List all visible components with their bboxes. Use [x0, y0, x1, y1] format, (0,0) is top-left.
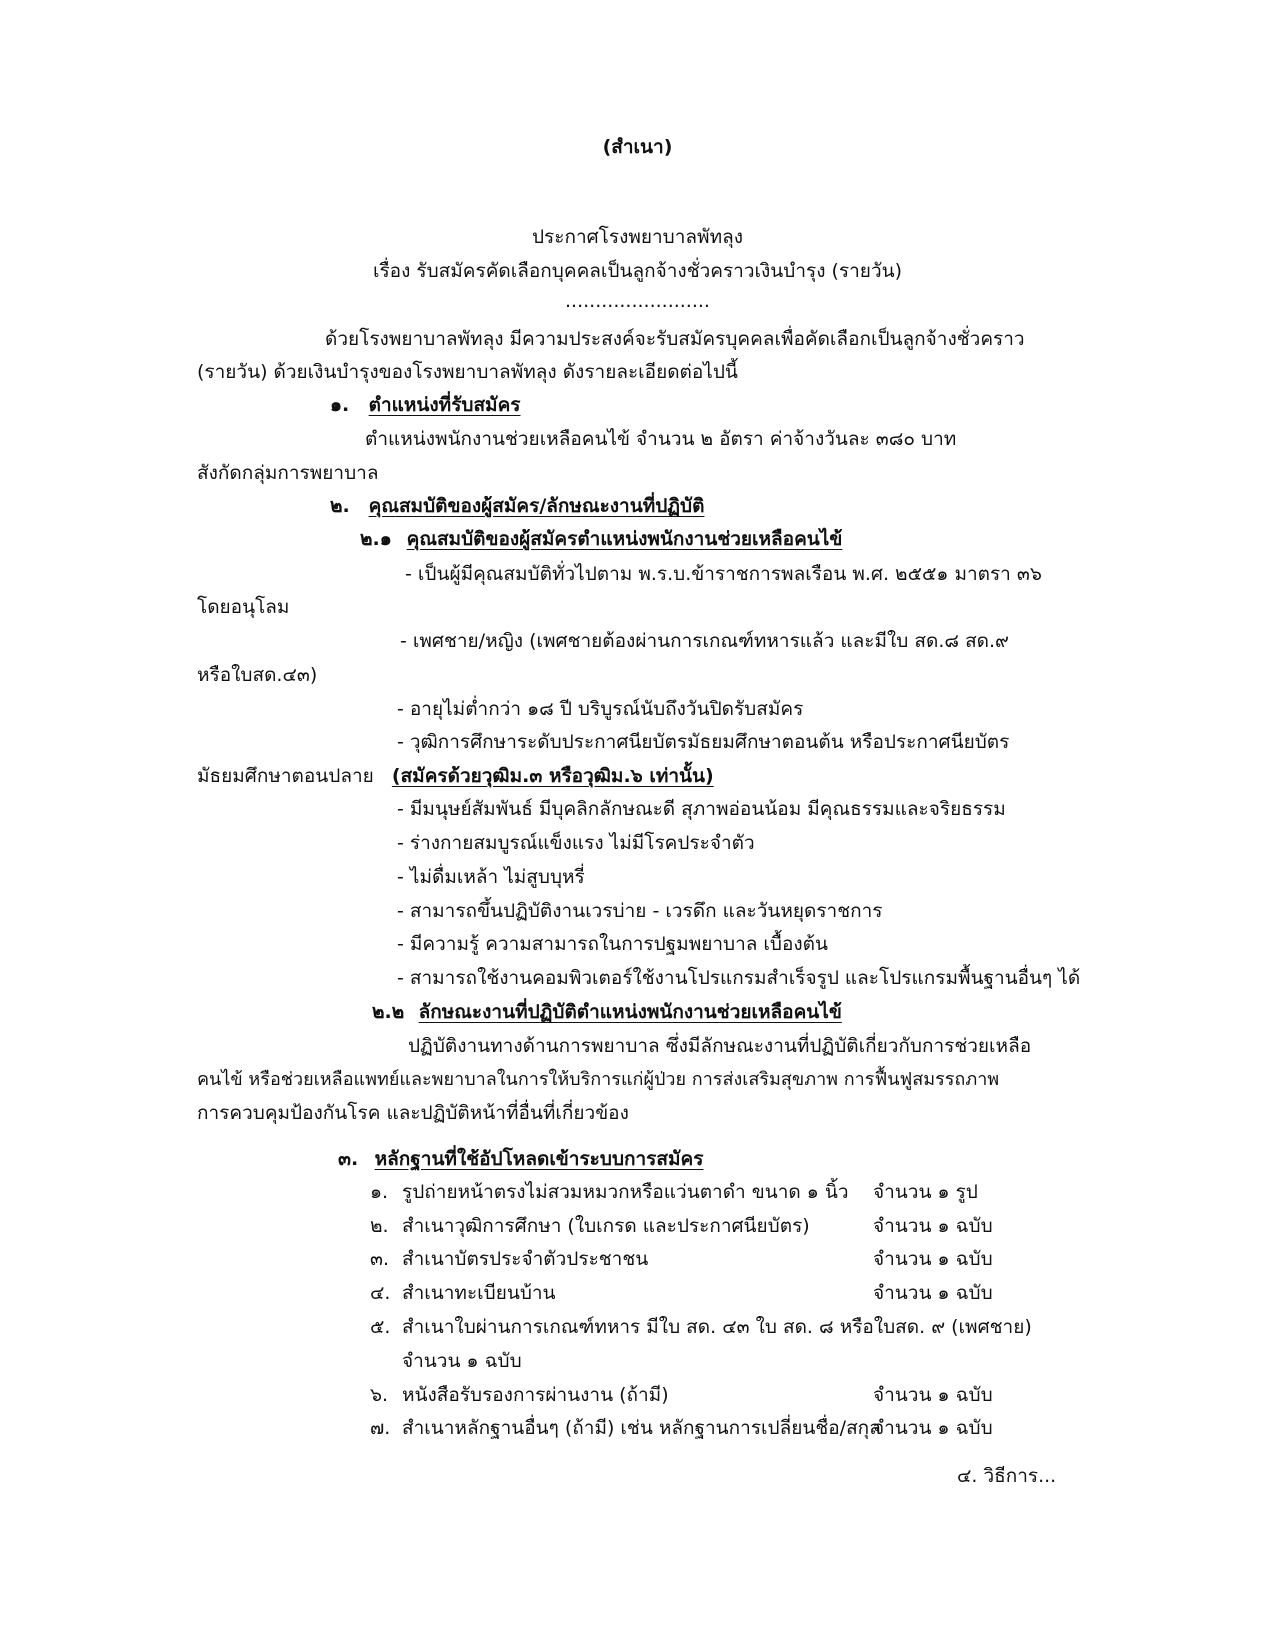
qualification-9: - มีความรู้ ความสามารถในการปฐมพยาบาล เบื้องต้น: [397, 933, 828, 955]
document-item: [370, 1217, 810, 1236]
qualification-1: - เป็นผู้มีคุณสมบัติทั่วไปตาม พ.ร.บ.ข้าราชการพลเรือน พ.ศ. ๒๕๕๑ มาตรา ๓๖: [405, 563, 1042, 585]
section-2-1-number: ๒.๑: [360, 528, 392, 550]
copy-mark: (สำเนา): [602, 136, 673, 158]
duties-line-1: ปฏิบัติงานทางด้านการพยาบาล ซึ่งมีลักษณะงานที่ปฏิบัติเกี่ยวกับการช่วยเหลือ: [408, 1035, 1032, 1057]
qualification-10: - สามารถใช้งานคอมพิวเตอร์ใช้งานโปรแกรมสำเร็จรูป และโปรแกรมพื้นฐานอื่นๆ ได้: [397, 967, 1081, 989]
qualification-4-level: มัธยมศึกษาตอนปลาย: [197, 765, 374, 787]
document-item-text: สำเนาหลักฐานอื่นๆ (ถ้ามี) เช่น หลักฐานการเปลี่ยนชื่อ/สกุล: [402, 1417, 881, 1439]
qualification-7: - ไม่ดื่มเหล้า ไม่สูบบุหรี่: [397, 866, 585, 888]
qualification-3: - อายุไม่ต่ำกว่า ๑๘ ปี บริบูรณ์นับถึงวันปิดรับสมัคร: [397, 698, 804, 720]
intro-line-1: ด้วยโรงพยาบาลพัทลุง มีความประสงค์จะรับสมัครบุคคลเพื่อคัดเลือกเป็นลูกจ้างชั่วคราว: [325, 328, 1025, 350]
document-item-text: สำเนาใบผ่านการเกณฑ์ทหาร มีใบ สด. ๔๓ ใบ สด. ๘ หรือใบสด. ๙ (เพศชาย): [402, 1316, 1032, 1338]
section-3-heading: [338, 1150, 703, 1169]
document-item: [370, 1318, 1032, 1337]
section-2-1-heading: [360, 530, 842, 549]
document-item-number: ๔.: [370, 1282, 391, 1304]
section-1-title: ตำแหน่งที่รับสมัคร: [368, 394, 521, 416]
section-2-2-number: ๒.๒: [372, 1001, 405, 1023]
qualification-4-cont: [197, 767, 714, 786]
qualification-5: - มีมนุษย์สัมพันธ์ มีบุคลิกลักษณะดี สุภาพอ่อนน้อม มีคุณธรรมและจริยธรรม: [397, 798, 1006, 820]
document-item-number: ๖.: [370, 1384, 389, 1406]
document-item: [370, 1284, 556, 1303]
section-2-heading: [330, 497, 704, 516]
document-item-number: ๒.: [370, 1215, 389, 1237]
next-page-marker: ๔. วิธีการ...: [957, 1465, 1057, 1487]
document-item-number: ๕.: [370, 1316, 391, 1338]
document-item: [370, 1250, 648, 1269]
qualification-1-cont: โดยอนุโลม: [197, 596, 290, 618]
document-item-text: สำเนาทะเบียนบ้าน: [402, 1282, 556, 1304]
section-2-2-title: ลักษณะงานที่ปฏิบัติตำแหน่งพนักงานช่วยเหลือคนไข้: [418, 1001, 842, 1023]
document-item-text: สำเนาบัตรประจำตัวประชาชน: [402, 1248, 649, 1270]
document-item-quantity: จำนวน ๑ ฉบับ: [873, 1384, 993, 1406]
section-3-number: ๓.: [338, 1148, 359, 1170]
section-1-line-1: ตำแหน่งพนักงานช่วยเหลือคนไข้ จำนวน ๒ อัตรา ค่าจ้างวันละ ๓๘๐ บาท: [365, 428, 957, 450]
document-item-number: ๗.: [370, 1417, 391, 1439]
qualification-4: - วุฒิการศึกษาระดับประกาศนียบัตรมัธยมศึกษาตอนต้น หรือประกาศนียบัตร: [397, 731, 1010, 753]
document-item: [370, 1419, 881, 1438]
document-item-quantity: จำนวน ๑ รูป: [873, 1181, 978, 1203]
document-item-text: หนังสือรับรองการผ่านงาน (ถ้ามี): [402, 1384, 669, 1406]
section-1-line-2: สังกัดกลุ่มการพยาบาล: [197, 462, 379, 484]
section-2-number: ๒.: [330, 495, 350, 517]
document-item-text: จำนวน ๑ ฉบับ: [402, 1350, 522, 1372]
announcement-title: ประกาศโรงพยาบาลพัทลุง: [531, 226, 744, 248]
title-dots: ........................: [565, 290, 710, 312]
section-2-2-heading: [372, 1003, 842, 1022]
document-item-quantity: จำนวน ๑ ฉบับ: [873, 1215, 993, 1237]
document-item: [370, 1352, 522, 1371]
intro-line-2: (รายวัน) ด้วยเงินบำรุงของโรงพยาบาลพัทลุง ดังรายละเอียดต่อไปนี้: [197, 361, 738, 383]
section-1-heading: [330, 396, 521, 415]
document-item-quantity: จำนวน ๑ ฉบับ: [873, 1417, 993, 1439]
document-item-quantity: จำนวน ๑ ฉบับ: [873, 1282, 993, 1304]
section-2-1-title: คุณสมบัติของผู้สมัครตำแหน่งพนักงานช่วยเหลือคนไข้: [406, 528, 843, 550]
document-item-number: ๑.: [370, 1181, 389, 1203]
document-item-quantity: จำนวน ๑ ฉบับ: [873, 1248, 993, 1270]
document-item: [370, 1386, 669, 1405]
document-item-text: สำเนาวุฒิการศึกษา (ใบเกรด และประกาศนียบัตร): [402, 1215, 810, 1237]
qualification-4-note: (สมัครด้วยวุฒิม.๓ หรือวุฒิม.๖ เท่านั้น): [391, 765, 714, 787]
duties-line-2: คนไข้ หรือช่วยเหลือแพทย์และพยาบาลในการให้บริการแก่ผู้ป่วย การส่งเสริมสุขภาพ การฟื้นฟูสมรรถภาพ: [197, 1069, 1000, 1090]
qualification-6: - ร่างกายสมบูรณ์แข็งแรง ไม่มีโรคประจำตัว: [397, 832, 755, 854]
document-item-text: รูปถ่ายหน้าตรงไม่สวมหมวกหรือแว่นตาดำ ขนาด ๑ นิ้ว: [402, 1181, 849, 1203]
document-item: [370, 1183, 849, 1202]
duties-line-3: การควบคุมป้องกันโรค และปฏิบัติหน้าที่อื่นที่เกี่ยวข้อง: [197, 1102, 629, 1124]
section-3-title: หลักฐานที่ใช้อัปโหลดเข้าระบบการสมัคร: [374, 1148, 704, 1170]
section-1-number: ๑.: [330, 394, 350, 416]
document-item-number: ๓.: [370, 1248, 390, 1270]
qualification-8: - สามารถขึ้นปฏิบัติงานเวรบ่าย - เวรดึก และวันหยุดราชการ: [397, 900, 883, 922]
qualification-2-cont: หรือใบสด.๔๓): [197, 664, 318, 686]
announcement-subject: เรื่อง รับสมัครคัดเลือกบุคคลเป็นลูกจ้างชั่วคราวเงินบำรุง (รายวัน): [372, 260, 903, 282]
qualification-2: - เพศชาย/หญิง (เพศชายต้องผ่านการเกณฑ์ทหารแล้ว และมีใบ สด.๘ สด.๙: [400, 630, 1009, 652]
section-2-title: คุณสมบัติของผู้สมัคร/ลักษณะงานที่ปฏิบัติ: [368, 495, 705, 517]
